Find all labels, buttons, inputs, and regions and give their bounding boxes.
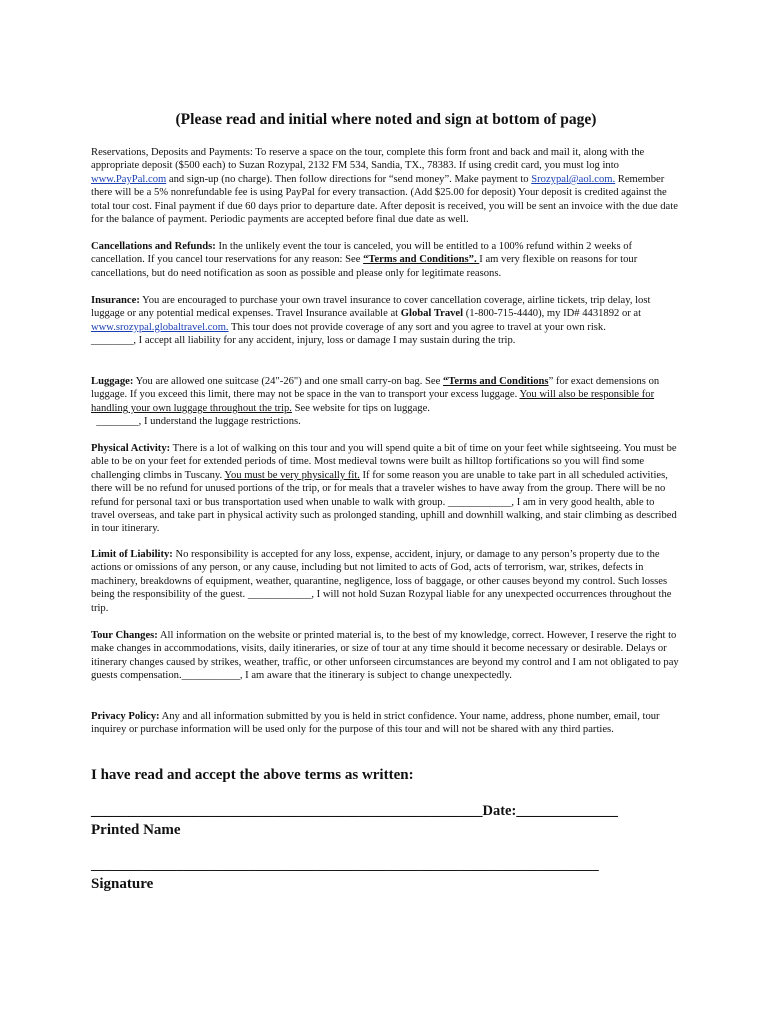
liability-paragraph xyxy=(91,548,681,615)
liability-label: Limit of Liability: xyxy=(91,549,173,560)
insurance-paragraph xyxy=(91,294,681,348)
physical-fit-notice: You must be very physically fit. xyxy=(224,469,360,481)
reservations-paragraph xyxy=(91,146,681,226)
physical-paragraph xyxy=(91,442,681,536)
insurance-initial-line: ________, I accept all liability for any accident, injury, loss or damage I may sustain during the trip. xyxy=(91,335,516,347)
luggage-text-2: ” for exact demensions on luggage. If you exceed this limit, there may not be space in the van to transport your excess luggage. xyxy=(91,376,660,401)
changes-label: Tour Changes: xyxy=(91,630,158,641)
luggage-text-3: See website for tips on luggage. xyxy=(291,402,430,414)
insurance-company: Global Travel xyxy=(400,308,464,320)
luggage-paragraph xyxy=(91,375,681,429)
reservations-text-1: Reservations, Deposits and Payments: To reserve a space on the tour, complete this form front and back and mail it, along with the appropriate deposit ($500 each) to Suzan Rozypal, 2132 FM 534, Sandia, TX., 78383. If using credit card, you must log into xyxy=(91,147,645,172)
paypal-link[interactable]: www.PayPal.com xyxy=(91,173,167,185)
insurance-label: Insurance: xyxy=(91,295,140,306)
changes-text: All information on the website or printed material is, to the best of my knowledge, correct. However, I reserve the right to make changes in accommodations, visits, daily itineraries, or size of tour at any time should it become necessary or desirable. Delays or itinerary changes caused by strikes, weather, traffic, or other unforseen circumstances are beyond my control and I am not obligated to pay guests compensation.___________, I am aware that the itinerary is subject to change unexpectedly. xyxy=(91,630,679,682)
luggage-responsibility: You will also be responsible for handling your own luggage throughout the trip. xyxy=(91,389,655,414)
signature-line[interactable]: _____________________________________________________________________________ xyxy=(91,857,599,872)
privacy-paragraph xyxy=(91,710,681,737)
reservations-text-2: and sign-up (no charge). Then follow directions for “send money”. Make payment to xyxy=(166,173,532,185)
globaltravel-link[interactable]: www.srozypal.globaltravel.com. xyxy=(91,321,229,333)
privacy-text: Any and all information submitted by you is held in strict confidence. Your name, address, phone number, email, tour inquirey or purchase information will be used only for the purpose of this tour and will not be shared with any third parties. xyxy=(91,711,660,736)
insurance-text-3: This tour does not provide coverage of any sort and you agree to travel at your own risk. xyxy=(228,321,606,333)
luggage-label: Luggage: xyxy=(91,376,134,387)
reservations-text-3: Remember there will be a 5% nonrefundable fee is using PayPal for every transaction. (Add $25.00 for deposit) Your deposit is credited against the total tour cost. Final payment if due 60 days prior to departure date. After deposit is received, you will be sent an invoice with the due date for the balance of payment. Periodic payments are accepted before final due date as well. xyxy=(91,173,678,226)
cancellations-terms-link[interactable]: “Terms and Conditions”. xyxy=(363,254,480,266)
luggage-initial-line: ________, I understand the luggage restrictions. xyxy=(91,416,301,428)
printed-name-label: Printed Name xyxy=(91,822,181,838)
page-title: (Please read and initial where noted and sign at bottom of page) xyxy=(175,111,597,128)
liability-text: No responsibility is accepted for any loss, expense, accident, injury, or damage to any person’s property due to the actions or omissions of any person, or any cause, including but not limited to acts of God, acts of terrorism, war, strikes, defects in machinery, breakdowns of equipment, weather, quarantine, negligence, loss of baggage, or other causes beyond my control. Such losses being the responsibility of the guest. ____________, I will not hold Suzan Rozypal liable for any unexpected occurrences throughout the trip. xyxy=(91,549,672,614)
acceptance-heading: I have read and accept the above terms as written: xyxy=(91,767,414,783)
insurance-text-1: You are encouraged to purchase your own travel insurance to cover cancellation coverage, airline tickets, trip delay, lost luggage or any potential medical expenses. Travel Insurance available at xyxy=(91,295,651,320)
privacy-label: Privacy Policy: xyxy=(91,711,160,722)
luggage-terms-link[interactable]: “Terms and Conditions xyxy=(442,376,549,387)
luggage-text-1: You are allowed one suitcase (24"-26") and one small carry-on bag. See xyxy=(133,376,443,387)
cancellations-text-1: In the unlikely event the tour is canceled, you will be entitled to a 100% refund within 2 weeks of cancellation. If you cancel tour reservations for any reason: See xyxy=(91,241,633,266)
signature-label: Signature xyxy=(91,876,154,892)
insurance-text-2: (1-800-715-4440), my ID# 4431892 or at xyxy=(463,308,642,320)
changes-paragraph xyxy=(91,629,681,683)
printed-name-date-line[interactable]: ______________________________________________________Date:______________ xyxy=(91,803,618,819)
cancellations-paragraph xyxy=(91,240,681,280)
cancellations-text-2: I am very flexible on reasons for tour cancellations, but do need notification as soon as possible and please only for legitimate reasons. xyxy=(91,254,638,279)
physical-text-2: If for some reason you are unable to take part in all scheduled activities, there will be no refund for unused portions of the trip, or for meals that a traveler wishes to have away from the group. There will be no refund for personal taxi or bus transportation used when unable to walk with group. ____________, I am in very good health, able to travel overseas, and take part in physical activity such as prolonged standing, uphill and downhill walking, and stair climbing as described in tour itinerary. xyxy=(91,469,677,535)
email-link[interactable]: Srozypal@aol.com. xyxy=(531,173,616,185)
physical-label: Physical Activity: xyxy=(91,443,171,454)
cancellations-label: Cancellations and Refunds: xyxy=(91,241,216,252)
physical-text-1: There is a lot of walking on this tour and you will spend quite a bit of time on your feet while sightseeing. You must be able to be on your feet for extended periods of time. Most medieval towns were built as hilltop fortifications so you will find some challenging climbs in Tuscany. xyxy=(91,443,677,481)
